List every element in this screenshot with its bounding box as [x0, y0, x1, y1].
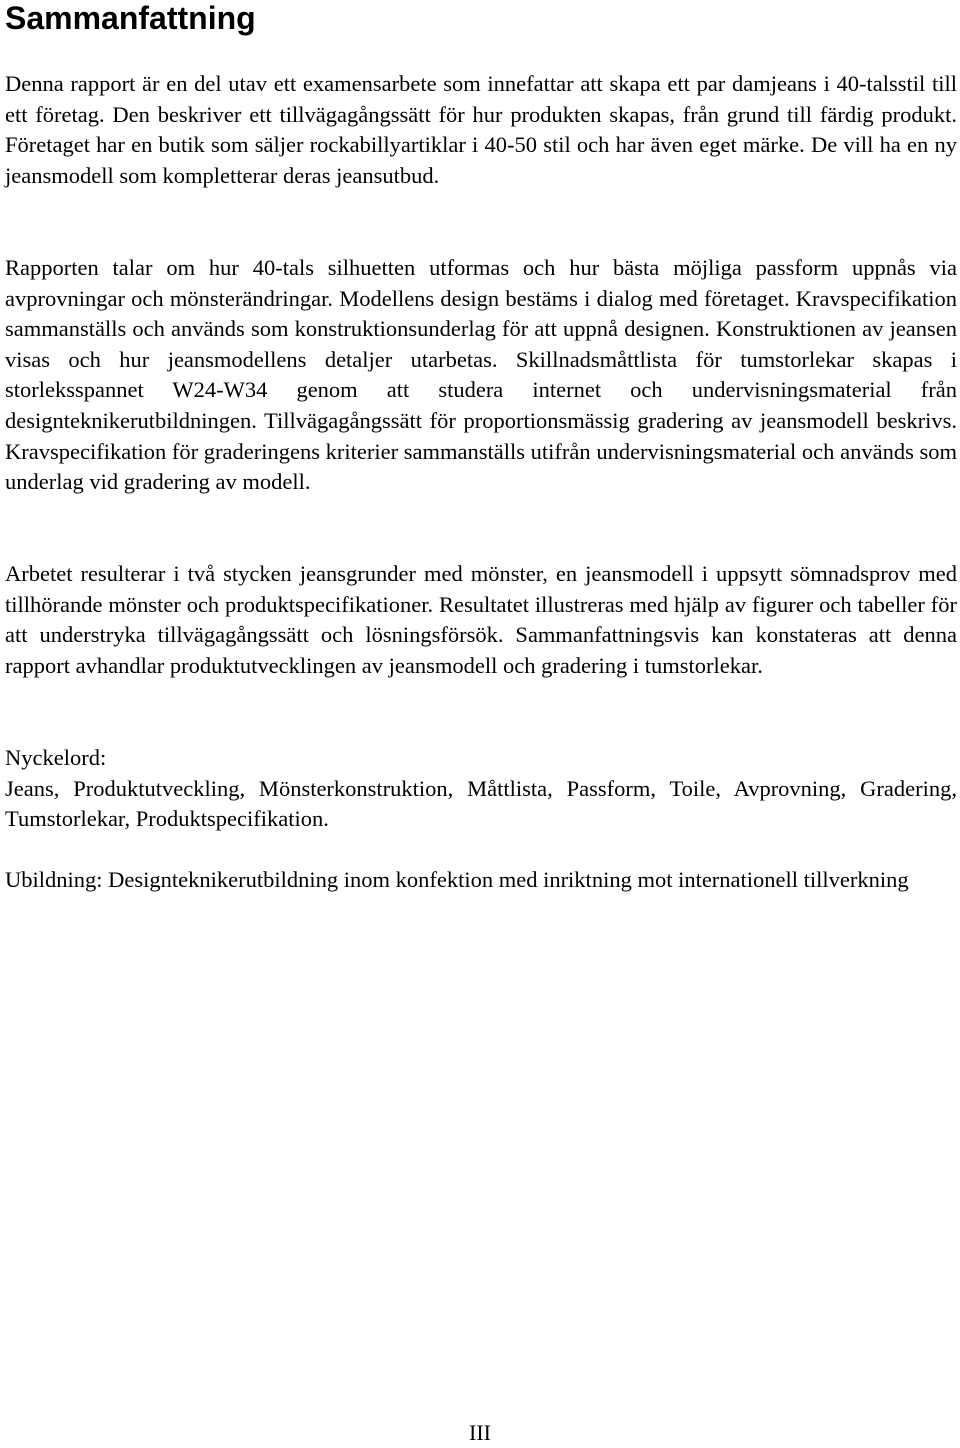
document-page — [5, 0, 957, 892]
page-number: III — [469, 1420, 491, 1445]
summary-paragraph-method: Rapporten talar om hur 40-tals silhuetten utformas och hur bästa möjliga passform uppnås via avprovningar och mönsterändringar. Modellens design bestäms i dialog med företaget. Kravspecifikation sammanställs och används som konstruktionsunderlag för att uppnå designen. Konstruktionen av jeansen visas och hur jeansmodellens detaljer utarbetas. Skillnadsmåttlista för tumstorlekar skapas i storleksspannet W24-W34 genom att studera internet och undervisningsmaterial från designteknikerutbildningen. Tillvägagångssätt för proportionsmässig gradering av jeansmodell beskrivs. Kravspecifikation för graderingens kriterier sammanställs utifrån undervisningsmaterial och används som underlag vid gradering av modell. — [5, 255, 957, 495]
education-line: Ubildning: Designteknikerutbildning inom konfektion med inriktning mot internationell tillverkning — [5, 867, 909, 892]
keywords-section — [5, 743, 957, 835]
keywords-label: Nyckelord: — [5, 745, 107, 770]
summary-paragraph-result: Arbetet resulterar i två stycken jeansgrunder med mönster, en jeansmodell i uppsytt sömnadsprov med tillhörande mönster och produktspecifikationer. Resultatet illustreras med hjälp av figurer och tabeller för att understryka tillvägagångssätt och lösningsförsök. Sammanfattningsvis kan konstateras att denna rapport avhandlar produktutvecklingen av jeansmodell och gradering i tumstorlekar. — [5, 561, 957, 678]
page-title: Sammanfattning — [5, 0, 256, 36]
keywords-list: Jeans, Produktutveckling, Mönsterkonstruktion, Måttlista, Passform, Toile, Avprovning, Gradering, Tumstorlekar, Produktspecifikation. — [5, 775, 957, 832]
summary-paragraph-intro: Denna rapport är en del utav ett examensarbete som innefattar att skapa ett par damjeans i 40-talsstil till ett företag. Den beskriver ett tillvägagångssätt för hur produkten skapas, från grund till färdig produkt. Företaget har en butik som säljer rockabillyartiklar i 40-50 stil och har även eget märke. De vill ha en ny jeansmodell som kompletterar deras jeansutbud. — [5, 71, 957, 188]
